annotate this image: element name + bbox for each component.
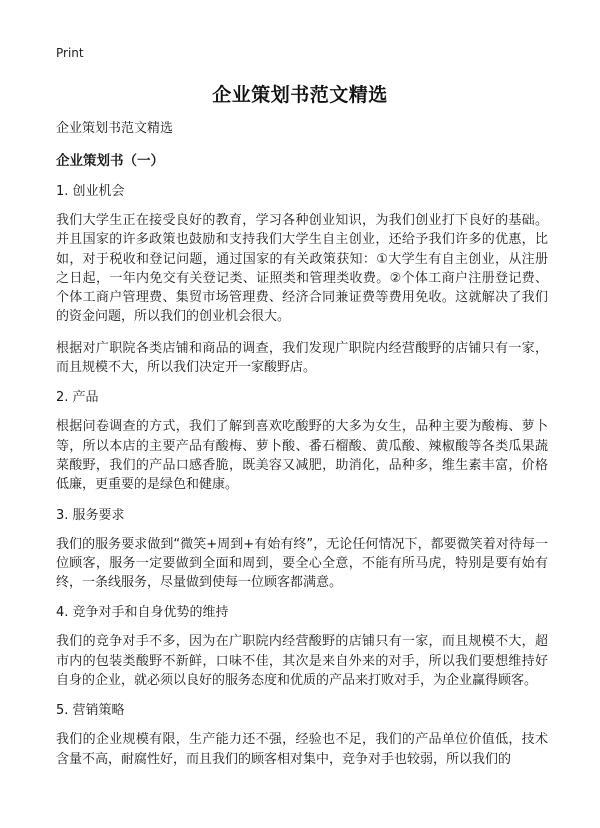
paragraph: 我们的企业规模有限，生产能力还不强，经验也不足，我们的产品单位价值低，技术含量不高，耐腐性好，而且我们的顾客相对集中，竞争对手也较弱，所以我们的 (56, 732, 548, 767)
document-subtitle: 企业策划书范文精选 (56, 121, 174, 136)
item-heading-marketing-strategy: 5. 营销策略 (56, 703, 125, 719)
item-heading-service-requirements: 3. 服务要求 (56, 507, 125, 523)
paragraph: 根据问卷调查的方式，我们了解到喜欢吃酸野的大多为女生，品种主要为酸梅、萝卜等，所以本店的主要产品有酸梅、萝卜酸、番石榴酸、黄瓜酸、辣椒酸等各类瓜果蔬菜酸野，我们的产品口感香脆，既美容又减肥，助消化，品种多，维生素丰富，价格低廉，更重要的是绿色和健康。 (56, 419, 548, 493)
paragraph: 根据对广职院各类店铺和商品的调查，我们发现广职院内经营酸野的店铺只有一家，而且规模不大，所以我们决定开一家酸野店。 (56, 340, 548, 376)
section-heading: 企业策划书（一） (56, 153, 164, 169)
item-heading-product: 2. 产品 (56, 390, 99, 406)
paragraph: 我们大学生正在接受良好的教育，学习各种创业知识，为我们创业打下良好的基础。并且国家的许多政策也鼓励和支持我们大学生自主创业，还给予我们许多的优惠，比如，对于税收和登记问题，通过国家的有关政策获知：①大学生有自主创业，从注册之日起，一年内免交有关登记类、证照类和管理类收费。②个体工商户注册登记费、个体工商户管理费、集贸市场管理费、经济合同兼证费等费用免收。这就解决了我们的资金问题，所以我们的创业机会很大。 (56, 213, 548, 325)
paragraph: 我们的服务要求做到“微笑+周到+有始有终”，无论任何情况下，都要微笑着对待每一位顾客，服务一定要做到全面和周到，要全心全意，不能有所马虎，特别是要有始有终，一条线服务，尽量做到使每一位顾客都满意。 (56, 536, 548, 591)
document-title: 企业策划书范文精选 (212, 84, 388, 106)
print-label: Print (56, 46, 84, 60)
item-heading-startup-opportunity: 1. 创业机会 (56, 184, 125, 199)
document-body (56, 120, 548, 769)
item-heading-competition: 4. 竞争对手和自身优势的维持 (56, 605, 229, 621)
paragraph: 我们的竞争对手不多，因为在广职院内经营酸野的店铺只有一家，而且规模不大，超市内的包装类酸野不新鲜，口味不佳，其次是来自外来的对手，所以我们要想维持好自身的企业，就必须以良好的服务态度和优质的产品来打败对手，为企业赢得顾客。 (56, 634, 548, 689)
